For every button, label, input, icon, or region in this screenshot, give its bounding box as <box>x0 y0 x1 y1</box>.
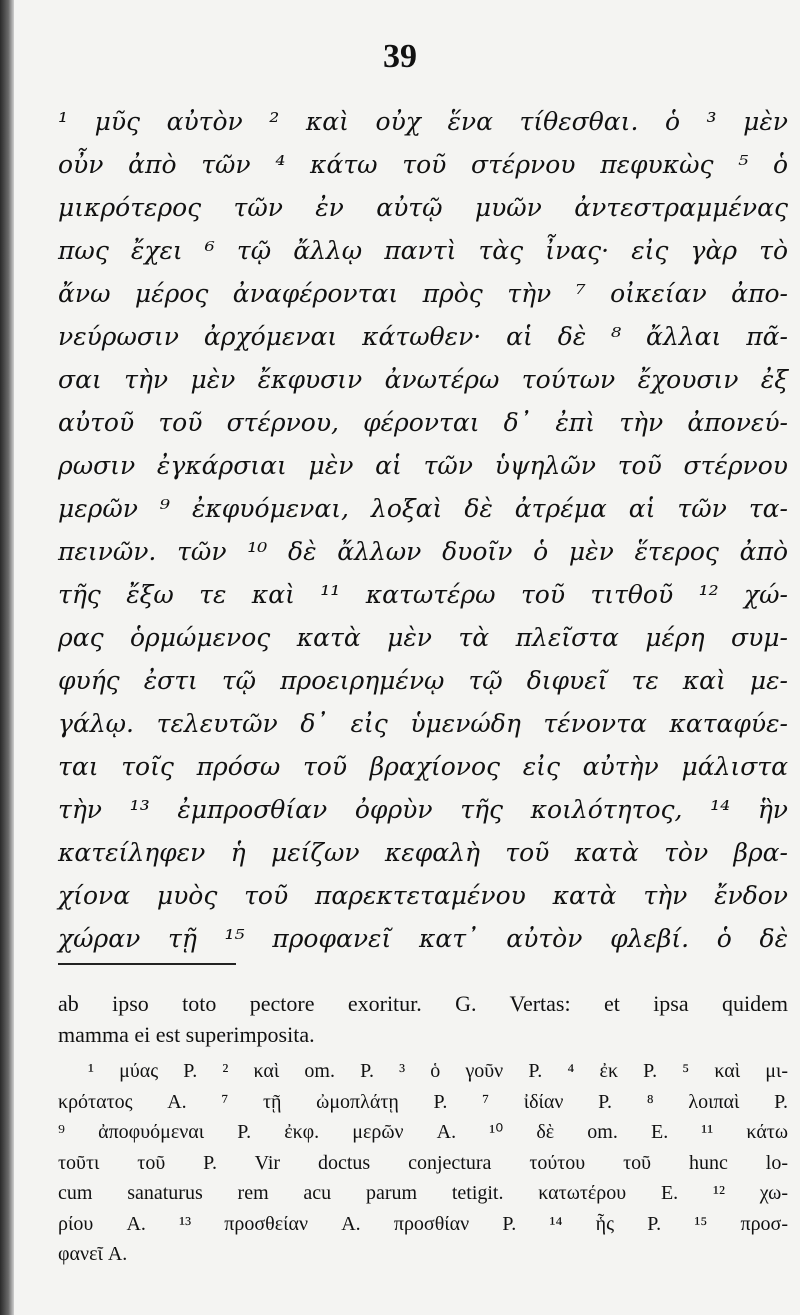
text-line: τῆς ἔξω τε καὶ ¹¹ κατωτέρω τοῦ τιτθοῦ ¹² χώ- <box>58 580 788 609</box>
text-line: πεινῶν. τῶν ¹⁰ δὲ ἄλλων δυοῖν ὁ μὲν ἕτερος ἀπὸ <box>58 537 788 566</box>
variant-line: ¹ μύας P. ² καὶ om. P. ³ ὁ γοῦν P. ⁴ ἐκ P. ⁵ καὶ μι- <box>88 1060 788 1082</box>
footnote-separator <box>58 963 236 965</box>
variant-line: ⁹ ἀποφυόμεναι P. ἐκφ. μερῶν A. ¹⁰ δὲ om. E. ¹¹ κάτω <box>58 1121 788 1143</box>
text-line: πως ἔχει ⁶ τῷ ἄλλῳ παντὶ τὰς ἶνας· εἰς γὰρ τὸ <box>58 236 788 265</box>
text-line: ται τοῖς πρόσω τοῦ βραχίονος εἰς αὐτὴν μάλιστα <box>58 752 788 781</box>
text-line: αὐτοῦ τοῦ στέρνου, φέρονται δ᾽ ἐπὶ τὴν ἀπονεύ- <box>58 408 788 437</box>
latin-note-line: mamma ei est superimposita. <box>58 1022 315 1047</box>
text-line: φυής ἐστι τῷ προειρημένῳ τῷ διφυεῖ τε καὶ με- <box>58 666 788 695</box>
variant-line: ρίου A. ¹³ προσθείαν A. προσθίαν P. ¹⁴ ἧς P. ¹⁵ προσ- <box>58 1212 788 1235</box>
text-line: μικρότερος τῶν ἐν αὐτῷ μυῶν ἀντεστραμμένας <box>58 193 788 222</box>
text-line: νεύρωσιν ἀρχόμεναι κάτωθεν· αἱ δὲ ⁸ ἄλλαι πᾶ- <box>58 322 788 351</box>
text-line: ¹ μῦς αὐτὸν ² καὶ οὐχ ἕνα τίθεσθαι. ὁ ³ μὲν <box>58 107 788 136</box>
latin-note-line: ab ipso toto pectore exoritur. G. Vertas: et ipsa quidem <box>58 991 788 1016</box>
text-line: ρωσιν ἐγκάρσιαι μὲν αἱ τῶν ὑψηλῶν τοῦ στέρνου <box>58 451 788 480</box>
text-line: γάλῳ. τελευτῶν δ᾽ εἰς ὑμενώδη τένοντα καταφύε- <box>58 709 788 738</box>
text-line: τὴν ¹³ ἐμπροσθίαν ὀφρὺν τῆς κοιλότητος, ¹⁴ ἣν <box>58 795 788 824</box>
page-number: 39 <box>383 38 417 75</box>
variant-line: cum sanaturus rem acu parum tetigit. κατωτέρου E. ¹² χω- <box>58 1182 788 1204</box>
text-line: ρας ὁρμώμενος κατὰ μὲν τὰ πλεῖστα μέρη συμ- <box>58 623 788 652</box>
text-line: χώραν τῇ ¹⁵ προφανεῖ κατ᾽ αὐτὸν φλεβί. ὁ δὲ <box>58 924 788 953</box>
text-line: ἄνω μέρος ἀναφέρονται πρὸς τὴν ⁷ οἰκείαν ἀπο- <box>58 279 788 308</box>
variant-line: τοῦτι τοῦ P. Vir doctus conjectura τούτου τοῦ hunc lo- <box>58 1151 788 1174</box>
footnotes <box>58 988 788 1270</box>
page-gutter-shadow <box>0 0 14 1315</box>
variant-readings <box>58 1056 788 1270</box>
text-line: κατείληφεν ἡ μείζων κεφαλὴ τοῦ κατὰ τὸν βρα- <box>58 838 788 867</box>
variant-line: κρότατος A. ⁷ τῇ ὠμοπλάτῃ P. ⁷ ἰδίαν P. ⁸ λοιπαὶ P. <box>58 1090 788 1113</box>
text-line: μερῶν ⁹ ἐκφυόμεναι, λοξαὶ δὲ ἀτρέμα αἱ τῶν τα- <box>58 494 788 523</box>
variant-line: φανεῖ A. <box>58 1243 128 1265</box>
text-line: σαι τὴν μὲν ἔκφυσιν ἀνωτέρω τούτων ἔχουσιν ἐξ <box>58 365 788 394</box>
text-line: χίονα μυὸς τοῦ παρεκτεταμένου κατὰ τὴν ἔνδον <box>58 881 788 910</box>
greek-main-text <box>58 100 788 960</box>
text-line: οὖν ἀπὸ τῶν ⁴ κάτω τοῦ στέρνου πεφυκὼς ⁵ ὁ <box>58 150 788 179</box>
